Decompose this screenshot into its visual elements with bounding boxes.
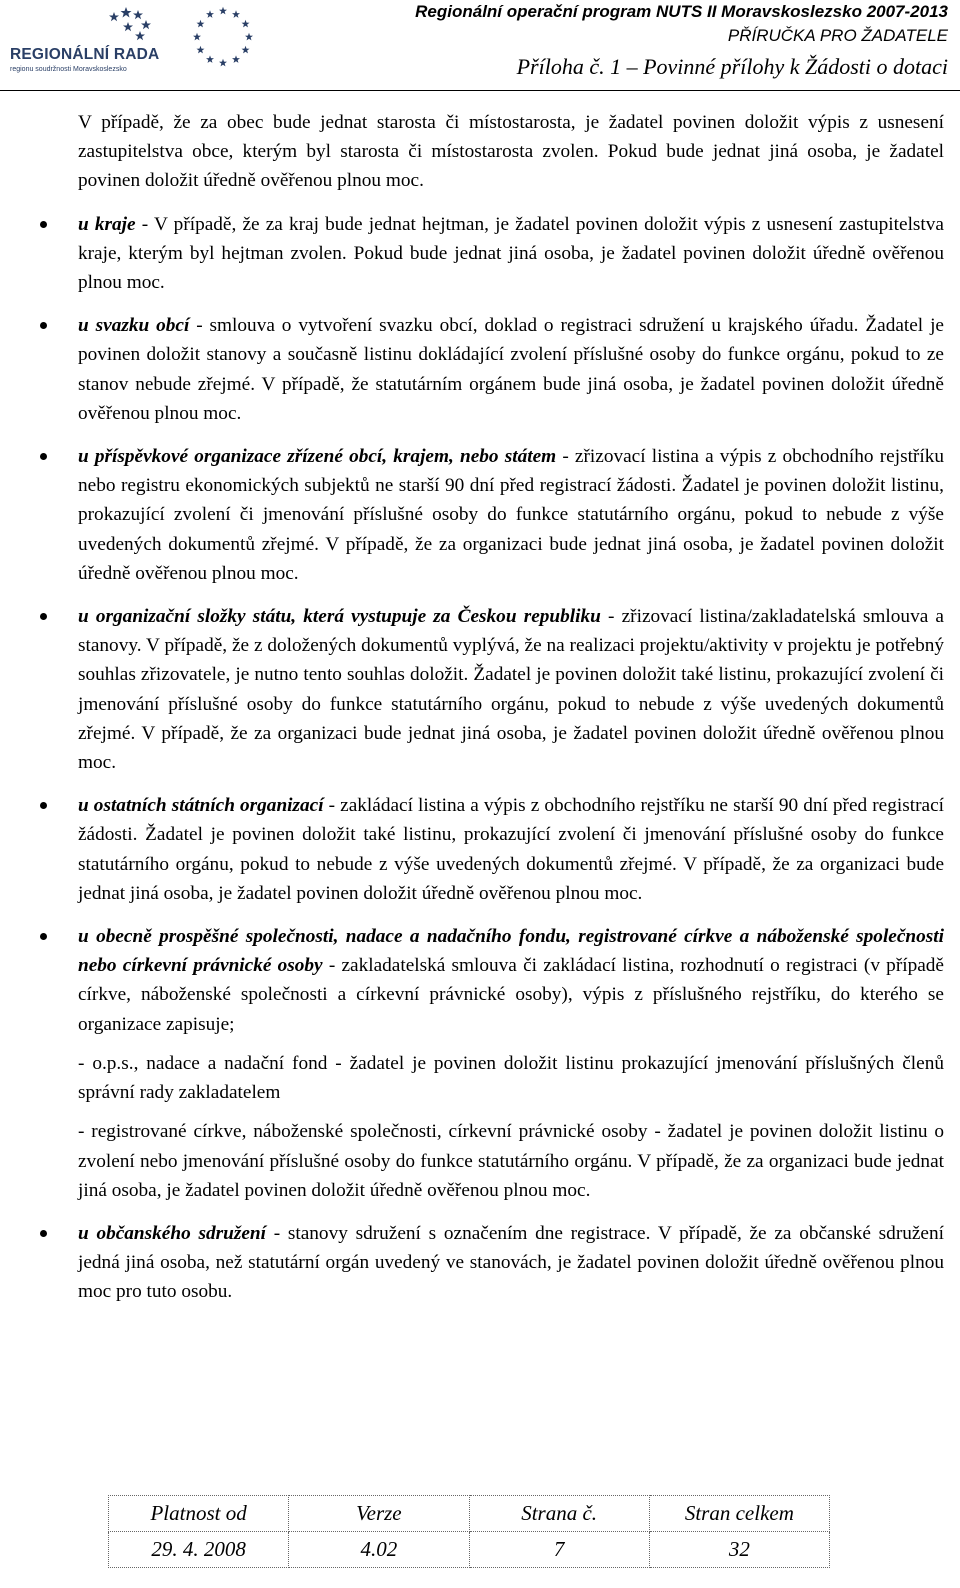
list-item-organizacni-slozka-statu [78, 602, 944, 777]
bullet-icon [40, 933, 47, 940]
eu-star-icon [242, 20, 250, 28]
item-term: u příspěvkové organizace zřízené obcí, krajem, nebo státem [78, 446, 557, 468]
item-description: - V případě, že za kraj bude jednat hejtman, je žadatel povinen doložit výpis z usnesení zastupitelstva kraje, kterým byl hejtman zvolen. Pokud bude jednat jiná osoba, je žadatel povinen doložit úředně ověřenou plnou moc. [78, 213, 944, 294]
bullet-icon [40, 221, 47, 228]
list-item-text [78, 210, 944, 298]
bullet-icon [40, 1230, 47, 1237]
footer-labels-row [109, 1496, 830, 1532]
list-item-text [78, 922, 944, 1039]
eu-star-icon [245, 33, 253, 41]
item-term: u ostatních státních organizací [78, 795, 324, 817]
item-term: u občanského sdružení [78, 1222, 266, 1244]
item-description: - smlouva o vytvoření svazku obcí, doklad o registraci sdružení u krajského úřadu. Žadatel je povinen doložit stanovy a současně listinu dokládající zvolení příslušné osoby do funkce orgánu, pokud to ze stanov nebude zřejmé. V případě, že statutárním orgánem bude jiná osoba, je žadatel povinen doložit úředně ověřenou plnou moc. [78, 315, 944, 424]
value-version: 4.02 [289, 1532, 469, 1568]
item-term: u svazku obcí [78, 315, 190, 337]
sub-paragraph-cirkve: - registrované církve, náboženské společnosti, církevní právnické osoby - žadatel je povinen doložit listinu o zvolení nebo jmenování příslušné osoby do funkce statutárního orgánu. V případě, že za organizaci bude jednat jiná osoba, je žadatel povinen doložit úředně ověřenou plnou moc. [78, 1121, 944, 1201]
bullet-icon [40, 322, 47, 329]
list-item-ostatni-statni-organizace [78, 791, 944, 908]
item-description: - zakladatelská smlouva či zakládací listina, rozhodnutí o registraci (v případě církve, náboženské společnosti a církevní právnické osoby), výpis z příslušného rejstříku, do kterého se organizace zapisuje; [78, 955, 944, 1035]
footer-table [108, 1495, 830, 1568]
label-page-total: Stran celkem [649, 1496, 829, 1532]
eu-star-icon [206, 10, 214, 18]
eu-star-icon [232, 10, 240, 18]
regionalni-rada-logo [8, 6, 160, 73]
value-validity: 29. 4. 2008 [109, 1532, 289, 1568]
value-page-number: 7 [469, 1532, 649, 1568]
item-description: - zakládací listina a výpis z obchodního rejstříku ne starší 90 dní před registrací žádosti. Žadatel je povinen doložit také listinu, prokazující zvolení či jmenování příslušné osoby do funkce statutárního orgánu, pokud to nebude z výše uvedených dokumentů zřejmé. V případě, že za organizaci bude jednat jiná osoba, je žadatel povinen doložit úředně ověřenou plnou moc. [78, 795, 944, 904]
sub-paragraph-ops: - o.p.s., nadace a nadační fond - žadatel je povinen doložit listinu prokazující jmenování příslušných členů správní rady zakladatelem [78, 1052, 944, 1104]
list-item-prispevkova-organizace [78, 442, 944, 588]
header-divider [0, 90, 960, 91]
item-term: u obecně prospěšné společnosti, nadace a nadačního fondu, registrované církve a náboženské společnosti nebo církevní právnické osoby [78, 926, 944, 977]
handbook-title: PŘÍRUČKA PRO ŽADATELE [727, 26, 948, 45]
page-header [0, 0, 960, 92]
item-term: u kraje [78, 213, 136, 235]
eu-stars-icon [176, 4, 270, 70]
label-version: Verze [289, 1496, 469, 1532]
eu-star-icon [206, 55, 214, 63]
list-item-svazek-obci [78, 311, 944, 428]
list-item-text [78, 1219, 944, 1307]
item-description: - zřizovací listina/zakladatelská smlouva a stanovy. V případě, že z doložených dokumentů vyplývá, že na realizaci projektu/aktivity v projektu je potřebný souhlas zřizovatele, je nutno tento souhlas doložit. Žadatel je povinen doložit také listinu, prokazující zvolení či jmenování příslušné osoby do funkce statutárního orgánu, pokud to nebude z výše uvedených dokumentů zřejmé. V případě, že za organizaci bude jednat jiná osoba, je žadatel povinen doložit úředně ověřenou plnou moc. [78, 606, 944, 774]
bullet-icon [40, 613, 47, 620]
list-item-ops-nadace-cirkve [78, 922, 944, 1205]
eu-star-icon [193, 33, 201, 41]
annex-title: Příloha č. 1 – Povinné přílohy k Žádosti o dotaci [516, 54, 948, 79]
eu-star-icon [219, 7, 227, 15]
bullet-icon [40, 802, 47, 809]
list-item-text [78, 442, 944, 588]
eu-star-icon [219, 59, 227, 67]
regionalni-rada-subtitle: regionu soudržnosti Moravskoslezsko [10, 66, 127, 73]
eu-star-icon [196, 46, 204, 54]
label-validity: Platnost od [109, 1496, 289, 1532]
bullet-icon [40, 453, 47, 460]
list-item-text [78, 311, 944, 428]
stars-icon [74, 6, 154, 44]
value-page-total: 32 [649, 1532, 829, 1568]
footer-values-row [109, 1532, 830, 1568]
item-term: u organizační složky státu, která vystupuje za Českou republiku [78, 606, 601, 628]
eu-star-icon [196, 20, 204, 28]
document-body [78, 108, 944, 1321]
program-title: Regionální operační program NUTS II Moravskoslezsko 2007-2013 [415, 2, 948, 21]
item-description: - zřizovací listina a výpis z obchodního rejstříku nebo registru ekonomických subjektů ne starší 90 dní před registrací žádosti. Žadatel je povinen doložit listinu, prokazující zvolení či jmenování příslušné osoby do funkce statutárního orgánu, pokud to nebude z výše uvedených dokumentů zřejmé. V případě, že za organizaci bude jednat jiná osoba, je žadatel povinen doložit úředně ověřenou plnou moc. [78, 446, 944, 584]
item-description: - stanovy sdružení s označením dne registrace. V případě, že za občanské sdružení jedná jiná osoba, než statutární orgán uvedený ve stanovách, je žadatel povinen doložit úředně ověřenou plnou moc pro tuto osobu. [78, 1222, 944, 1303]
eu-star-icon [232, 55, 240, 63]
list-item-obcanske-sdruzeni [78, 1219, 944, 1307]
eu-star-icon [242, 46, 250, 54]
list-item-text [78, 602, 944, 777]
regionalni-rada-name: REGIONÁLNÍ RADA [10, 46, 160, 63]
intro-paragraph: V případě, že za obec bude jednat starosta či místostarosta, je žadatel povinen doložit výpis z usnesení zastupitelstva obce, kterým byl starosta či místostarosta zvolen. Pokud bude jednat jiná osoba, je žadatel povinen doložit úředně ověřenou plnou moc. [78, 112, 944, 192]
label-page-number: Strana č. [469, 1496, 649, 1532]
list-item-kraj [78, 210, 944, 298]
list-item-text [78, 791, 944, 908]
document-header-text [415, 0, 948, 84]
